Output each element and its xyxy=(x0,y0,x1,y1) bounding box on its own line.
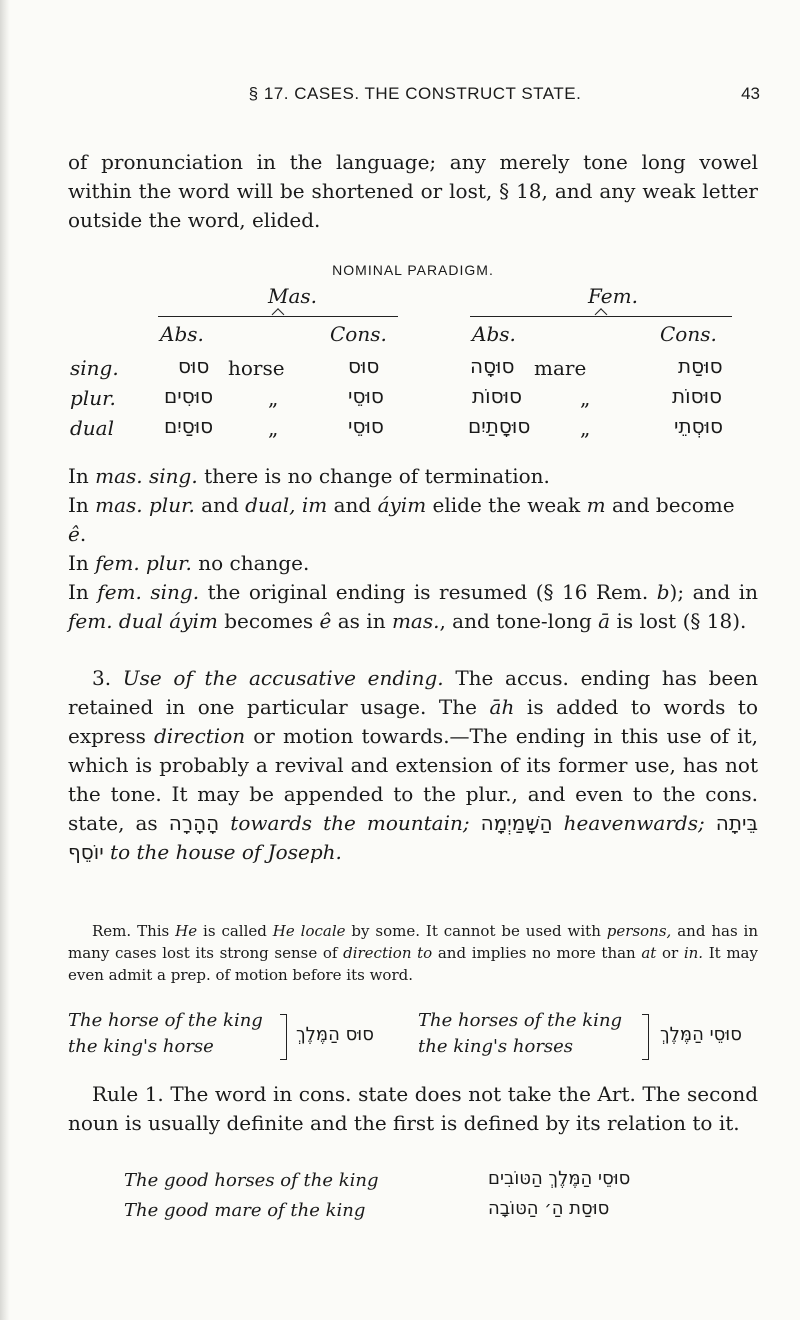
rule-text: Rule 1. The word in cons. state does not take the Art. The second noun is usually definite and the first is defined by its relation to it. xyxy=(68,1082,758,1135)
example-gloss: the king's horses xyxy=(418,1036,574,1057)
construct-examples xyxy=(68,1010,758,1070)
mas-abs-form: סוּסַיִם xyxy=(164,414,214,438)
fem-abs-form: סוּסָתַיִם xyxy=(468,414,531,438)
mas-cons-form: סוּס xyxy=(348,354,380,378)
fem-cons-form: סוּסְתֵי xyxy=(674,414,724,438)
example-gloss: The horses of the king xyxy=(418,1010,623,1031)
example-gloss: The good mare of the king xyxy=(124,1200,366,1221)
note-line: In mas. sing. there is no change of termination. xyxy=(68,464,550,488)
row-label: dual xyxy=(70,416,115,440)
example-hebrew: סוּס הַמֶּלֶךְ xyxy=(296,1024,374,1045)
running-header xyxy=(70,84,760,114)
hebrew-example: הָהָרָה xyxy=(168,811,220,835)
page-binding-edge xyxy=(0,0,10,1320)
mas-cons-form: סוּסֵי xyxy=(348,414,384,438)
mas-gloss: „ xyxy=(268,386,279,410)
example-gloss: The horse of the king xyxy=(68,1010,263,1031)
rule-1-paragraph xyxy=(68,1080,758,1138)
col-abs-fem: Abs. xyxy=(472,322,516,346)
termination-notes xyxy=(68,462,758,636)
fem-cons-form: סוּסַת xyxy=(678,354,723,378)
example-hebrew: סוּסֵי הַמֶּלֶךְ xyxy=(660,1024,742,1045)
example-hebrew: סוּסַת הַ׳ הַטּוֹבָה xyxy=(488,1198,610,1219)
mas-abs-form: סוּסִים xyxy=(164,384,214,408)
group-fem: Fem. xyxy=(588,284,638,308)
fem-gloss: mare xyxy=(534,356,587,380)
intro-text: of pronunciation in the language; any merely tone long vowel within the word will be shortened or lost, § 18, and any weak letter outside the word, elided. xyxy=(68,150,758,232)
example-hebrew: סוּסֵי הַמֶּלֶךְ הַטּוֹבִים xyxy=(488,1168,631,1189)
hebrew-example: הַשָּׁמַיְמָה xyxy=(480,811,553,835)
nominal-paradigm-table xyxy=(68,282,758,457)
mas-abs-form: סוּס xyxy=(178,354,210,378)
row-label: plur. xyxy=(70,386,116,410)
fem-gloss: „ xyxy=(580,386,591,410)
fem-abs-form: סוּסוֹת xyxy=(472,384,522,408)
col-cons-fem: Cons. xyxy=(660,322,717,346)
example-gloss: The good horses of the king xyxy=(124,1170,379,1191)
fem-abs-form: סוּסָה xyxy=(470,354,515,378)
page-number: 43 xyxy=(741,84,760,103)
section-title: § 17. CASES. THE CONSTRUCT STATE. xyxy=(248,84,582,103)
note-line: In fem. sing. the original ending is resumed (§ 16 Rem. b); and in fem. dual áyim becomes ê as in mas., and tone-long ā is lost (§ 18). xyxy=(68,580,758,633)
bracket xyxy=(642,1014,649,1060)
col-abs-mas: Abs. xyxy=(160,322,204,346)
mas-cons-form: סוּסֵי xyxy=(348,384,384,408)
group-mas: Mas. xyxy=(268,284,318,308)
remark-he-locale: Rem. This He is called He locale by some. It cannot be used with persons, and has in many cases lost its strong sense of direction to and implies no more than at or in. It may even admit a prep. of motion before its word. xyxy=(68,922,759,984)
mas-gloss: „ xyxy=(268,416,279,440)
note-line: In fem. plur. no change. xyxy=(68,551,310,575)
row-label: sing. xyxy=(70,356,119,380)
intro-paragraph xyxy=(68,148,758,235)
paradigm-title: NOMINAL PARADIGM. xyxy=(332,262,494,278)
example-gloss: the king's horse xyxy=(68,1036,214,1057)
col-cons-mas: Cons. xyxy=(330,322,387,346)
accusative-ending-paragraph: 3. Use of the accusative ending. The accus. ending has been retained in one particular usage. The āh is added to words to express direction or motion towards.—The ending in this use of it, which is probably a revival and extension of its former use, has not the tone. It may be appended to the plur., and even to the cons. state, as הָהָרָה towards the mountain; הַשָּׁמַיְמָה heavenwards; בֵּיתָה יוֹסֵף to the house of Joseph. xyxy=(68,666,759,864)
note-line: In mas. plur. and dual, im and áyim elide the weak m and become ê. xyxy=(68,493,735,546)
fem-gloss: „ xyxy=(580,416,591,440)
fem-cons-form: סוּסוֹת xyxy=(672,384,722,408)
mas-gloss: horse xyxy=(228,356,285,380)
bracket xyxy=(280,1014,287,1060)
hebrew-example: בֵּיתָה יוֹסֵף xyxy=(68,811,759,864)
rule-examples xyxy=(68,1170,758,1230)
